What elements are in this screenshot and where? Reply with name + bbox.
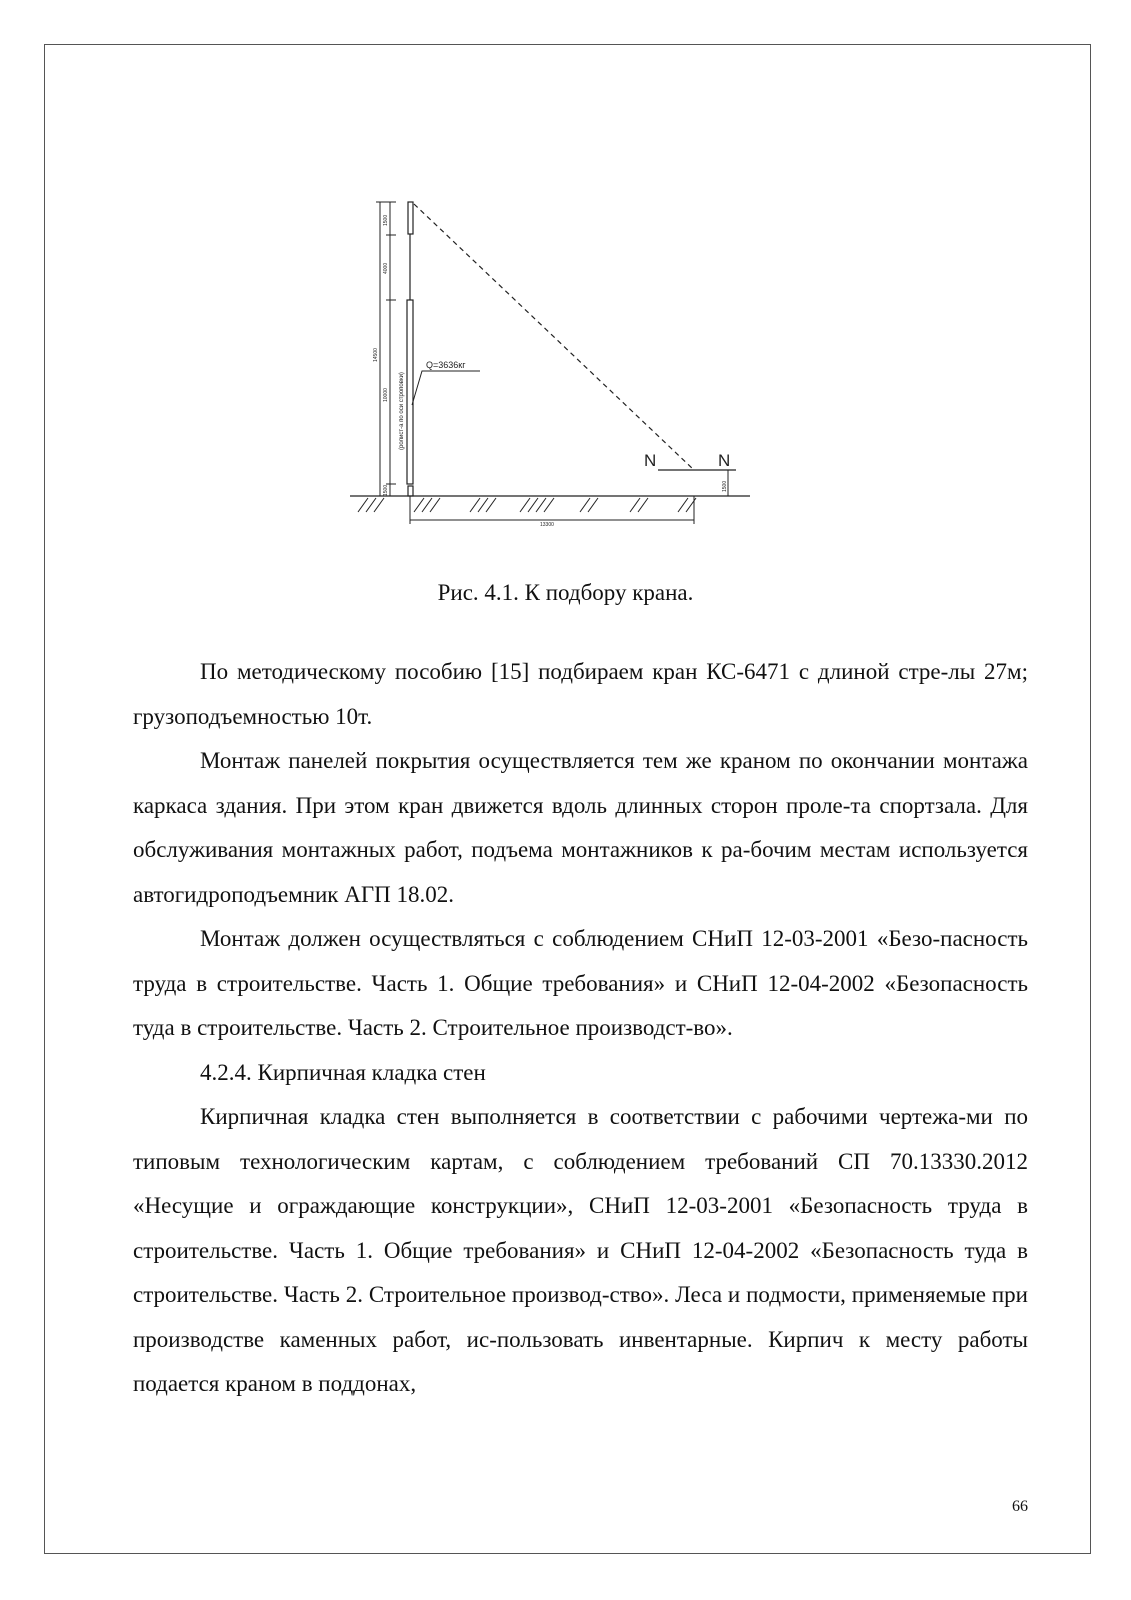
paragraph: Кирпичная кладка стен выполняется в соответствии с рабочими чертежа-ми по типовым технологическим картам, с соблюдением требований СП 70.13330.2012 «Несущие и ограждающие конструкции», СНиП 12-03-2001 «Безопасность труда в строительстве. Часть 1. Общие требования» и СНиП 12-04-2002 «Безопасность туда в строительстве. Часть 2. Строительное производ-ство». Леса и подмости, применяемые при производстве каменных работ, ис-пользовать инвентарные. Кирпич к месту работы подается краном в поддонах, (133, 1104, 1028, 1396)
page-number: 66 (1012, 1498, 1028, 1515)
body-text (133, 650, 1028, 1407)
ground-hatching (358, 498, 696, 512)
figure-caption: Рис. 4.1. К подбору крана. (437, 580, 694, 605)
marker-right: N (718, 451, 731, 470)
boom-line (414, 204, 694, 470)
dim-upper: 4000 (383, 262, 389, 274)
load-leader-line (412, 371, 480, 405)
dim-bottom: 1500 (383, 484, 389, 496)
dim-right: 1500 (722, 480, 728, 492)
paragraph: Монтаж должен осуществляться с соблюдением СНиП 12-03-2001 «Безо-пасность труда в строительстве. Часть 1. Общие требования» и СНиП 12-04-2002 «Безопасность туда в строительстве. Часть 2. Строительное производст-во». (133, 926, 1028, 1040)
load-label: Q=3636кг (426, 360, 466, 370)
lifted-element (407, 202, 413, 496)
dim-total: 14500 (373, 348, 379, 362)
dim-top: 1500 (383, 214, 389, 226)
dim-middle: 10000 (383, 388, 389, 402)
dim-horizontal: 13300 (540, 522, 554, 528)
crane-selection-drawing (340, 190, 760, 540)
vertical-dimension-chain (376, 202, 396, 496)
marker-left: N (644, 451, 657, 470)
lifting-note: (ролист-а по оси строповки) (399, 372, 405, 450)
paragraph: Монтаж панелей покрытия осуществляется тем же краном по окончании монтажа каркаса здания. При этом кран движется вдоль длинных сторон проле-та спортзала. Для обслуживания монтажных работ, подъема монтажников к ра-бочим местам используется автогидроподъемник АГП 18.02. (133, 748, 1028, 907)
section-heading: 4.2.4. Кирпичная кладка стен (200, 1059, 486, 1085)
paragraph: По методическому пособию [15] подбираем кран КС-6471 с длиной стре-лы 27м; грузоподъемностью 10т. (133, 659, 1028, 729)
